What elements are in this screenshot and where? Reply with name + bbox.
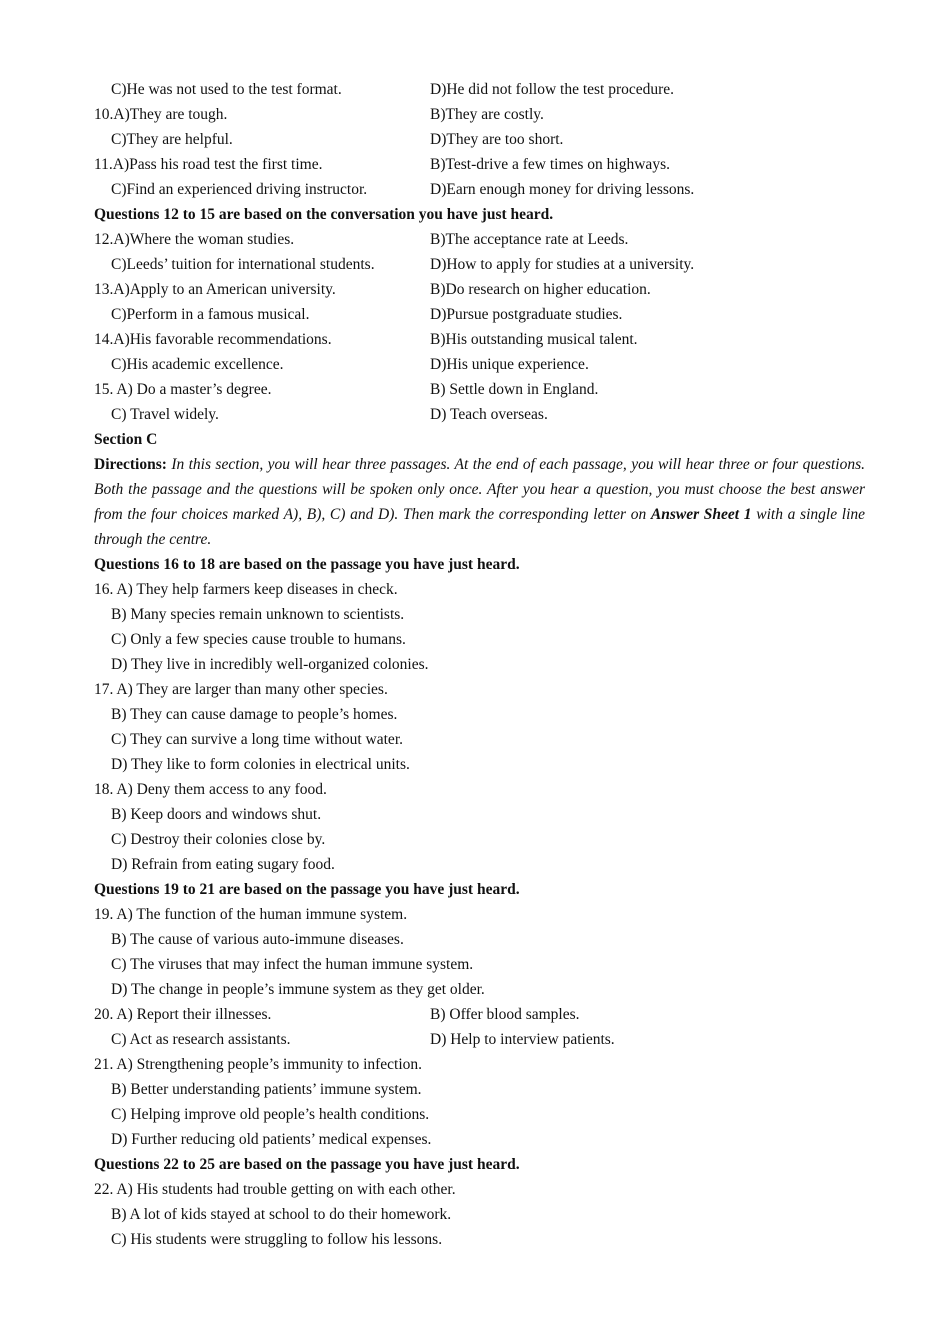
option-line xyxy=(94,402,865,427)
option-text: 21. A) Strengthening people’s immunity to infection. xyxy=(94,1056,423,1073)
option-text: D)He did not follow the test procedure. xyxy=(430,81,675,98)
option-line xyxy=(94,752,865,777)
option-line xyxy=(94,727,865,752)
option-text: C) His students were struggling to follow his lessons. xyxy=(111,1231,443,1248)
heading-questions-22-25: Questions 22 to 25 are based on the passage you have just heard. xyxy=(94,1156,520,1173)
answer-sheet-emphasis: Answer Sheet 1 xyxy=(650,506,752,523)
option-line xyxy=(94,302,865,327)
option-text: 11.A)Pass his road test the first time. xyxy=(94,156,323,173)
option-text: D) Refrain from eating sugary food. xyxy=(111,856,335,873)
option-line xyxy=(94,1127,865,1152)
option-line xyxy=(94,902,865,927)
option-line xyxy=(94,252,865,277)
option-line xyxy=(94,227,865,252)
option-line xyxy=(94,327,865,352)
option-text: B) Settle down in England. xyxy=(430,381,599,398)
option-line xyxy=(94,352,865,377)
section-c-title: Section C xyxy=(94,431,158,448)
option-text: B)Test-drive a few times on highways. xyxy=(430,156,670,173)
option-text: B) Offer blood samples. xyxy=(430,1006,580,1023)
option-text: B) They can cause damage to people’s homes. xyxy=(111,706,398,723)
option-text: C) They can survive a long time without water. xyxy=(111,731,403,748)
option-line xyxy=(94,177,865,202)
option-text: C) Travel widely. xyxy=(111,406,219,423)
heading-questions-16-18: Questions 16 to 18 are based on the passage you have just heard. xyxy=(94,556,520,573)
option-text: D) Further reducing old patients’ medical expenses. xyxy=(111,1131,432,1148)
heading-questions-19-21: Questions 19 to 21 are based on the passage you have just heard. xyxy=(94,881,520,898)
option-text: C) Only a few species cause trouble to humans. xyxy=(111,631,406,648)
option-text: D) Teach overseas. xyxy=(430,406,548,423)
option-text: D) The change in people’s immune system as they get older. xyxy=(111,981,485,998)
question-group-22-25 xyxy=(94,1177,865,1252)
heading-questions-12-15: Questions 12 to 15 are based on the conversation you have just heard. xyxy=(94,206,554,223)
exam-page xyxy=(94,77,865,1252)
option-line xyxy=(94,102,865,127)
option-line xyxy=(94,1027,865,1052)
option-line xyxy=(94,777,865,802)
option-line xyxy=(94,152,865,177)
option-text: B) A lot of kids stayed at school to do their homework. xyxy=(111,1206,452,1223)
option-text: B)His outstanding musical talent. xyxy=(430,331,638,348)
option-text: B) The cause of various auto-immune diseases. xyxy=(111,931,404,948)
option-text: D)His unique experience. xyxy=(430,356,589,373)
option-line xyxy=(94,602,865,627)
option-text: 16. A) They help farmers keep diseases in check. xyxy=(94,581,398,598)
option-text: B) Keep doors and windows shut. xyxy=(111,806,322,823)
option-line xyxy=(94,852,865,877)
option-line xyxy=(94,702,865,727)
option-text: B) Better understanding patients’ immune system. xyxy=(111,1081,422,1098)
option-line xyxy=(94,977,865,1002)
option-text: 15. A) Do a master’s degree. xyxy=(94,381,272,398)
option-text: D) They live in incredibly well-organized colonies. xyxy=(111,656,429,673)
option-line xyxy=(94,677,865,702)
option-line xyxy=(94,377,865,402)
directions-paragraph xyxy=(94,452,865,552)
option-text: C)They are helpful. xyxy=(111,131,233,148)
option-text: D)They are too short. xyxy=(430,131,564,148)
option-text: 13.A)Apply to an American university. xyxy=(94,281,336,298)
question-group-top xyxy=(94,77,865,202)
option-text: 20. A) Report their illnesses. xyxy=(94,1006,272,1023)
option-text: D) They like to form colonies in electrical units. xyxy=(111,756,410,773)
option-text: C)His academic excellence. xyxy=(111,356,284,373)
option-line xyxy=(94,277,865,302)
option-line xyxy=(94,652,865,677)
option-text: C)Find an experienced driving instructor. xyxy=(111,181,368,198)
option-line xyxy=(94,952,865,977)
option-line xyxy=(94,827,865,852)
option-text: 18. A) Deny them access to any food. xyxy=(94,781,327,798)
option-text: B) Many species remain unknown to scientists. xyxy=(111,606,405,623)
option-text: B)The acceptance rate at Leeds. xyxy=(430,231,629,248)
option-text: C) Act as research assistants. xyxy=(111,1031,291,1048)
option-text: 22. A) His students had trouble getting on with each other. xyxy=(94,1181,456,1198)
option-text: C) Helping improve old people’s health conditions. xyxy=(111,1106,430,1123)
option-text: B)Do research on higher education. xyxy=(430,281,651,298)
option-text: 14.A)His favorable recommendations. xyxy=(94,331,332,348)
option-line xyxy=(94,77,865,102)
option-text: 19. A) The function of the human immune system. xyxy=(94,906,408,923)
option-text: 10.A)They are tough. xyxy=(94,106,228,123)
directions-text-2: with a single line through the centre. xyxy=(94,506,866,548)
option-text: B)They are costly. xyxy=(430,106,544,123)
option-text: C)Perform in a famous musical. xyxy=(111,306,310,323)
option-line xyxy=(94,1227,865,1252)
option-text: C) The viruses that may infect the human immune system. xyxy=(111,956,474,973)
option-text: C)Leeds’ tuition for international students. xyxy=(111,256,375,273)
option-text: C)He was not used to the test format. xyxy=(111,81,342,98)
question-group-19-21 xyxy=(94,902,865,1152)
option-line xyxy=(94,802,865,827)
directions-label: Directions: xyxy=(94,456,167,473)
option-line xyxy=(94,627,865,652)
option-line xyxy=(94,127,865,152)
option-line xyxy=(94,927,865,952)
option-text: D) Help to interview patients. xyxy=(430,1031,615,1048)
option-line xyxy=(94,1177,865,1202)
option-line xyxy=(94,1102,865,1127)
question-group-16-18 xyxy=(94,577,865,877)
option-text: C) Destroy their colonies close by. xyxy=(111,831,326,848)
option-text: D)Earn enough money for driving lessons. xyxy=(430,181,695,198)
option-line xyxy=(94,1002,865,1027)
option-text: 12.A)Where the woman studies. xyxy=(94,231,295,248)
option-text: D)How to apply for studies at a university. xyxy=(430,256,695,273)
option-line xyxy=(94,1052,865,1077)
option-line xyxy=(94,1202,865,1227)
option-line xyxy=(94,1077,865,1102)
option-text: D)Pursue postgraduate studies. xyxy=(430,306,623,323)
option-text: 17. A) They are larger than many other species. xyxy=(94,681,388,698)
option-line xyxy=(94,577,865,602)
question-group-12-15 xyxy=(94,227,865,427)
directions-text-1: In this section, you will hear three passages. At the end of each passage, you will hear three or four questions. Both the passage and the questions will be spoken only once. After you hear a question, you must choose the best answer from the four choices marked A), B), C) and D). Then mark the corresponding letter on xyxy=(94,456,865,523)
